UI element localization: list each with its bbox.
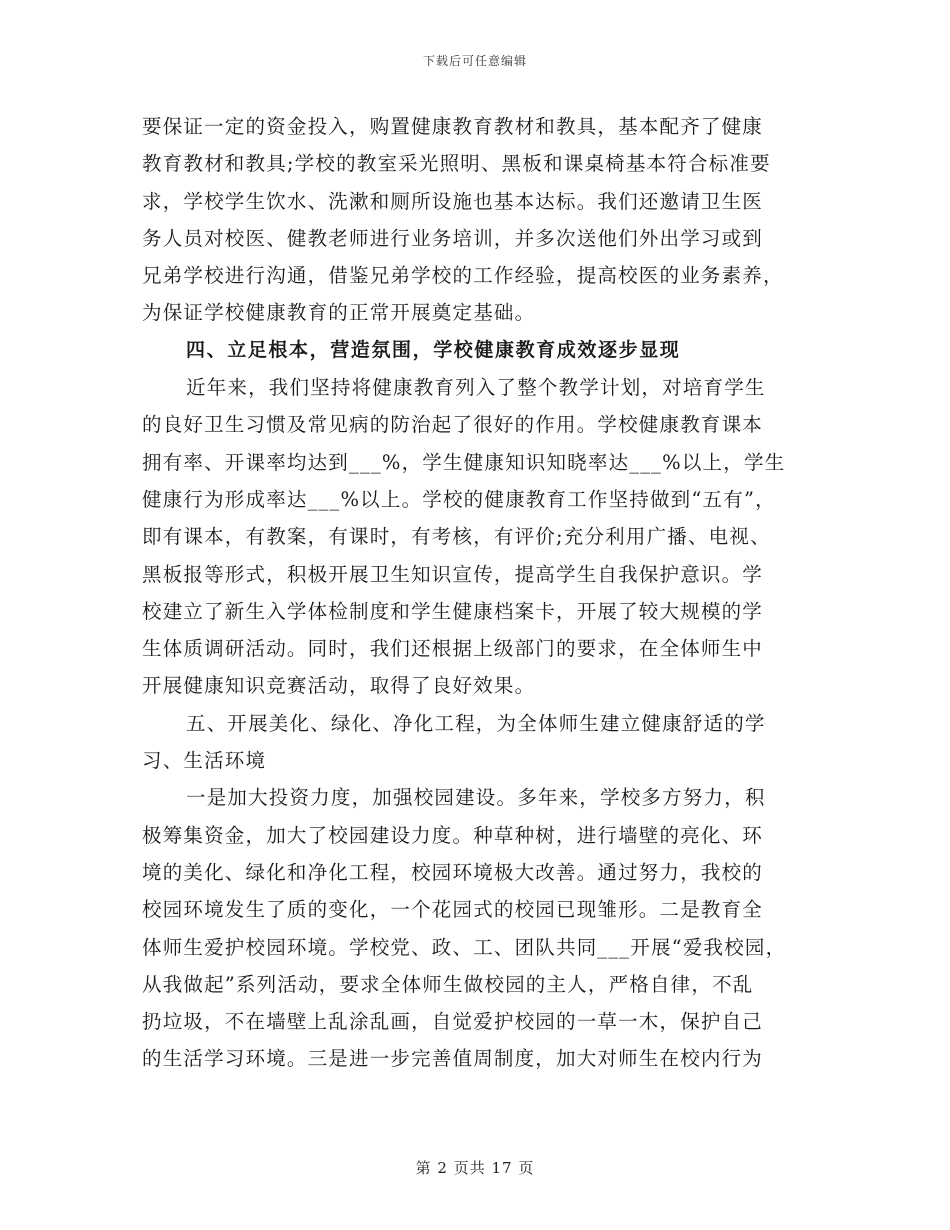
paragraph-line: 求，学校学生饮水、洗漱和厕所设施也基本达标。我们还邀请卫生医 — [142, 189, 764, 213]
paragraph-line: 生体质调研活动。同时，我们还根据上级部门的要求，在全体师生中 — [142, 637, 764, 661]
paragraph-line: 习、生活环境 — [142, 749, 267, 773]
paragraph-line: 要保证一定的资金投入，购置健康教育教材和教具，基本配齐了健康 — [142, 115, 764, 138]
section-heading-4: 四、立足根本，营造氛围，学校健康教育成效逐步显现 — [186, 338, 681, 361]
paragraph-line: 从我做起”系列活动，要求全体师生做校园的主人，严格自律，不乱 — [142, 972, 754, 996]
paragraph-line: 拥有率、开课率均达到___%，学生健康知识知晓率达___%以上，学生 — [142, 450, 786, 474]
paragraph-line: 务人员对校医、健教老师进行业务培训，并多次送他们外出学习或到 — [142, 226, 764, 250]
page-number-footer: 第 2 页共 17 页 — [415, 1159, 535, 1177]
paragraph-line: 的生活学习环境。三是进一步完善值周制度，加大对师生在校内行为 — [142, 1047, 764, 1071]
page-header-note: 下载后可任意编辑 — [422, 54, 527, 68]
paragraph-line: 近年来，我们坚持将健康教育列入了整个教学计划，对培育学生 — [186, 376, 766, 400]
paragraph-line: 的良好卫生习惯及常见病的防治起了很好的作用。学校健康教育课本 — [142, 413, 764, 437]
paragraph-line: 校园环境发生了质的变化，一个花园式的校园已现雏形。二是教育全 — [142, 898, 764, 922]
paragraph-line: 教育教材和教具;学校的教室采光照明、黑板和课桌椅基本符合标准要 — [142, 152, 771, 176]
paragraph-line: 健康行为形成率达___%以上。学校的健康教育工作坚持做到“五有”， — [142, 487, 776, 511]
paragraph-line: 黑板报等形式，积极开展卫生知识宣传，提高学生自我保护意识。学 — [142, 562, 764, 586]
paragraph-line: 校建立了新生入学体检制度和学生健康档案卡，开展了较大规模的学 — [142, 599, 764, 623]
paragraph-line: 体师生爱护校园环境。学校党、政、工、团队共同___开展“爱我校园， — [142, 935, 787, 959]
paragraph-line: 一是加大投资力度，加强校园建设。多年来，学校多方努力，积 — [186, 786, 766, 810]
paragraph-line: 境的美化、绿化和净化工程，校园环境极大改善。通过努力，我校的 — [142, 860, 764, 884]
section-heading-5: 五、开展美化、绿化、净化工程，为全体师生建立健康舒适的学 — [186, 711, 766, 735]
paragraph-line: 兄弟学校进行沟通，借鉴兄弟学校的工作经验，提高校医的业务素养， — [142, 264, 784, 288]
paragraph-line: 开展健康知识竞赛活动，取得了良好效果。 — [142, 674, 536, 698]
document-body — [142, 108, 822, 1078]
paragraph-line: 即有课本，有教案，有课时，有考核，有评价;充分利用广播、电视、 — [142, 525, 771, 549]
paragraph-line: 极筹集资金，加大了校园建设力度。种草种树，进行墙壁的亮化、环 — [142, 823, 764, 847]
paragraph-line: 扔垃圾，不在墙壁上乱涂乱画，自觉爱护校园的一草一木，保护自己 — [142, 1010, 764, 1034]
paragraph-line: 为保证学校健康教育的正常开展奠定基础。 — [142, 301, 536, 325]
